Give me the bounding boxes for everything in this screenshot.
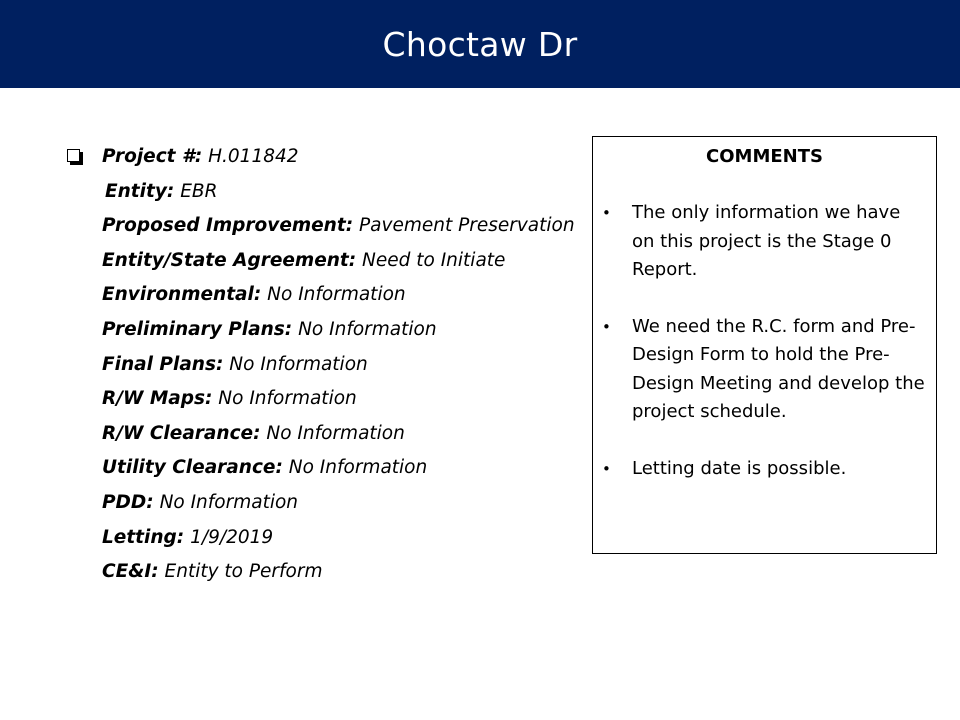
- field-value: Pavement Preservation: [359, 215, 575, 237]
- field-label: Final Plans:: [102, 353, 224, 375]
- bullet-icon: •: [602, 204, 611, 222]
- field-final-plans: [60, 348, 585, 383]
- slide-title: Choctaw Dr: [382, 24, 578, 64]
- comment-text: Letting date is possible.: [632, 457, 847, 479]
- field-value: No Information: [266, 422, 405, 444]
- field-label: Project #:: [102, 146, 203, 167]
- field-value: No Information: [159, 491, 299, 513]
- field-entity-state-agreement: [60, 244, 585, 279]
- field-value: No Information: [267, 284, 406, 306]
- field-environmental: [60, 278, 585, 313]
- field-preliminary-plans: [60, 313, 585, 348]
- field-value: EBR: [180, 180, 218, 202]
- field-value: No Information: [298, 318, 437, 340]
- bullet-icon: •: [602, 317, 611, 336]
- comment-item: [593, 455, 936, 484]
- field-label: Environmental:: [102, 284, 262, 306]
- comment-item: [593, 313, 936, 427]
- field-pdd: [60, 486, 585, 521]
- field-project-number: [60, 140, 585, 175]
- field-proposed-improvement: [60, 209, 585, 244]
- field-label: Letting:: [102, 526, 185, 548]
- checkbox-icon: [67, 149, 80, 162]
- field-value: No Information: [229, 353, 368, 375]
- field-label: R/W Maps:: [102, 388, 213, 410]
- field-letting: [60, 521, 585, 556]
- field-label: Entity/State Agreement:: [102, 249, 357, 271]
- field-value: No Information: [288, 457, 428, 479]
- field-label: PDD:: [102, 491, 154, 513]
- title-bar: [0, 0, 960, 88]
- field-label: R/W Clearance:: [102, 422, 261, 444]
- comment-text: We need the R.C. form and Pre-Design Form to hold the Pre-Design Meeting and develop the project schedule.: [632, 315, 925, 422]
- field-value: No Information: [218, 388, 357, 410]
- field-value: H.011842: [208, 146, 299, 167]
- field-label: Preliminary Plans:: [102, 318, 293, 340]
- field-rw-maps: [60, 382, 585, 417]
- comments-list: [593, 199, 936, 511]
- field-label: Utility Clearance:: [102, 457, 283, 479]
- bullet-icon: •: [602, 459, 611, 478]
- field-value: Entity to Perform: [164, 561, 323, 583]
- comment-item: [593, 199, 936, 285]
- comments-heading: COMMENTS: [706, 146, 823, 167]
- field-value: Need to Initiate: [362, 249, 506, 271]
- field-value: 1/9/2019: [190, 526, 274, 548]
- field-label: Entity:: [105, 180, 175, 202]
- comment-text: The only information we have on this project is the Stage 0 Report.: [632, 202, 901, 280]
- field-label: CE&I:: [102, 561, 159, 583]
- project-fields: [60, 140, 585, 590]
- comments-box: [592, 136, 937, 554]
- field-utility-clearance: [60, 451, 585, 486]
- field-label: Proposed Improvement:: [102, 215, 354, 237]
- field-rw-clearance: [60, 417, 585, 452]
- field-cei: [60, 555, 585, 590]
- field-entity: [60, 175, 585, 210]
